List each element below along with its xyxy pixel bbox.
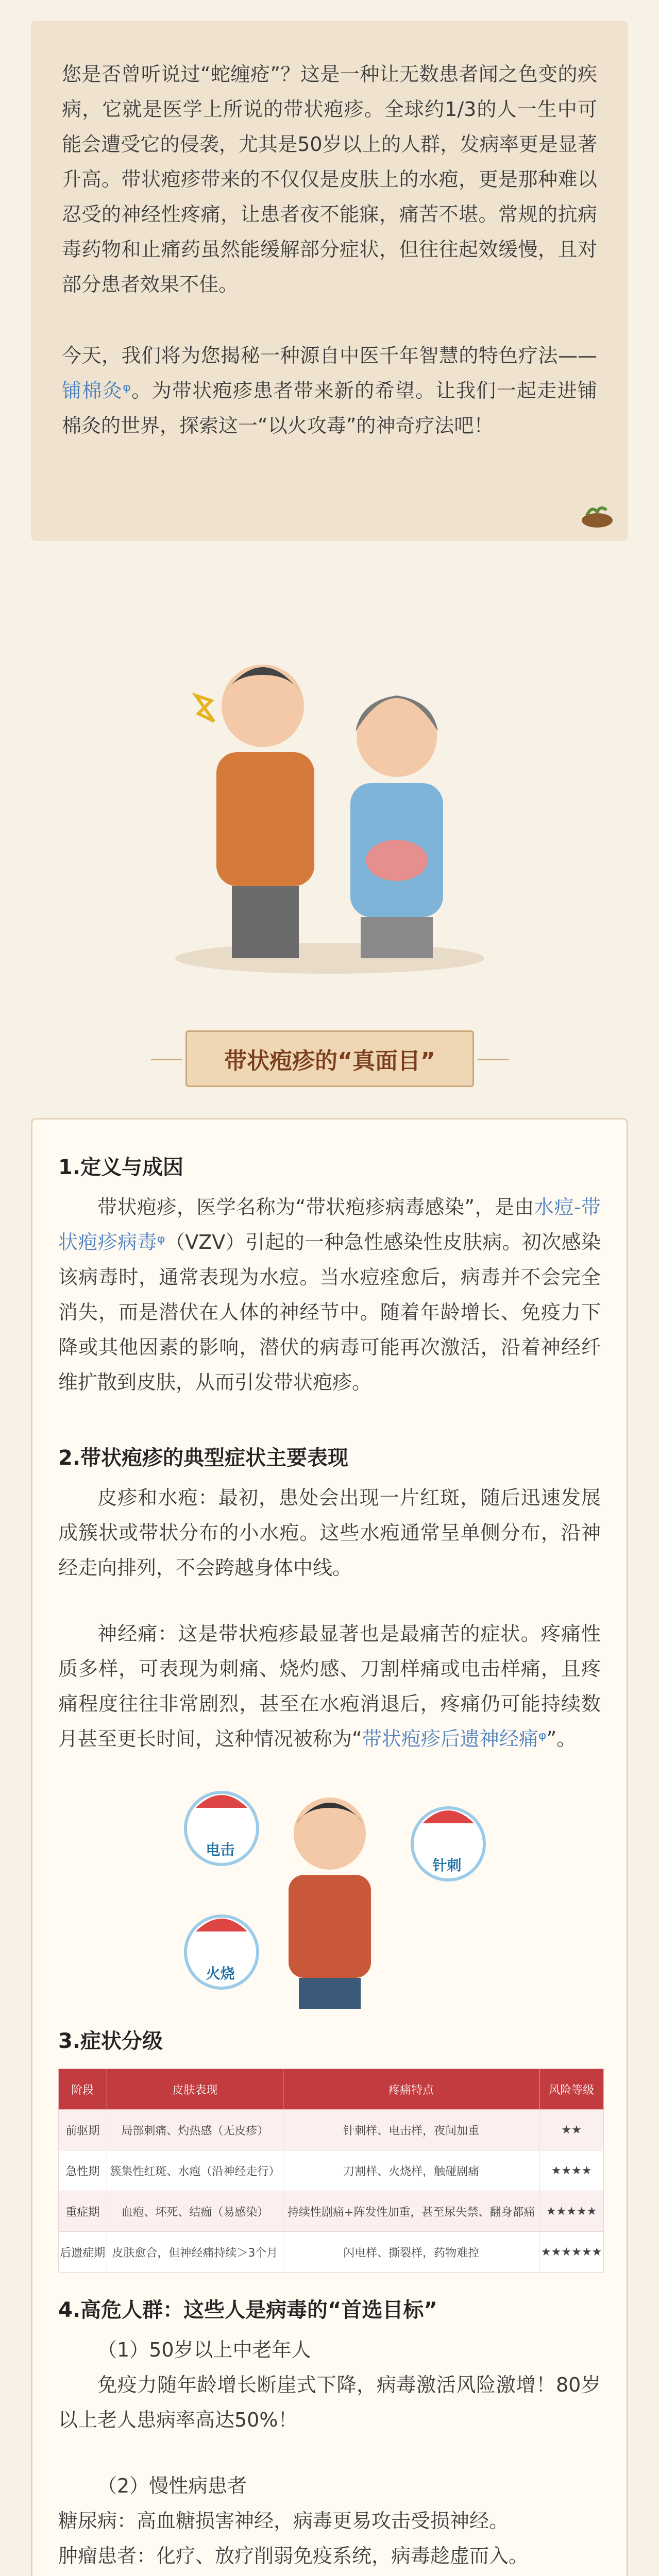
heading-symptoms: 2.带状疱疹的典型症状主要表现 xyxy=(58,1446,349,1470)
table-cell: 后遗症期 xyxy=(59,2232,107,2273)
table-header: 阶段 xyxy=(59,2069,107,2110)
definition-paragraph xyxy=(58,1190,601,1400)
section-title-wrap xyxy=(0,1020,659,1103)
pain-illustration xyxy=(134,1767,526,2014)
link-vzv[interactable]: 水痘-带状疱疹病毒 xyxy=(58,1196,601,1253)
table-cell: ★★ xyxy=(539,2110,604,2150)
table-header: 风险等级 xyxy=(539,2069,604,2110)
grading-table xyxy=(58,2069,604,2273)
intro-box xyxy=(31,21,628,541)
group2-text-1: 糖尿病：高血糖损害神经，病毒更易攻击受损神经。 xyxy=(58,2510,509,2532)
symptom-rash-paragraph: 皮疹和水疱：最初，患处会出现一片红斑，随后迅速发展成簇状或带状分布的小水疱。这些水疱通常呈单侧分布，沿神经走向排列，不会跨越身体中线。 xyxy=(58,1486,601,1579)
table-cell: 重症期 xyxy=(59,2191,107,2232)
table-cell: 前驱期 xyxy=(59,2110,107,2150)
group2-text-2: 肿瘤患者：化疗、放疗削弱免疫系统，病毒趁虚而入。 xyxy=(58,2545,529,2567)
badge-needle: 针刺 xyxy=(432,1857,462,1874)
table-row xyxy=(59,2191,604,2232)
table-cell: ★★★★ xyxy=(539,2150,604,2191)
group2-title: （2）慢性病患者 xyxy=(97,2475,247,2497)
table-cell: 持续性剧痛+阵发性加重，甚至尿失禁、翻身都痛 xyxy=(283,2191,539,2232)
table-cell: 血疱、坏死、结痂（易感染） xyxy=(107,2191,283,2232)
table-cell: 局部刺痛、灼热感（无皮疹） xyxy=(107,2110,283,2150)
heading-risk-groups: 4.高危人群：这些人是病毒的“首选目标” xyxy=(58,2298,437,2322)
definition-text: 带状疱疹，医学名称为“带状疱疹病毒感染”，是由 xyxy=(97,1196,534,1218)
link-pumianjiu[interactable]: 铺棉灸 xyxy=(62,379,123,402)
badge-electric: 电击 xyxy=(206,1841,235,1858)
group1-text: 免疫力随年龄增长断崖式下降，病毒激活风险激增！80岁以上老人患病率高达50%！ xyxy=(58,2374,601,2431)
definition-text-end: （VZV）引起的一种急性感染性皮肤病。初次感染该病毒时，通常表现为水痘。当水痘痊愈后，病毒并不会完全消失，而是潜伏在人体的神经节中。随着年龄增长、免疫力下降或其他因素的影响，潜伏的病毒可能再次激活，沿着神经纤维扩散到皮肤，从而引发带状疱疹。 xyxy=(58,1231,601,1394)
intro-paragraph-2 xyxy=(62,338,597,443)
section-title xyxy=(185,1030,474,1087)
table-cell: ★★★★★★ xyxy=(539,2232,604,2273)
symptom-pain-paragraph xyxy=(58,1616,601,1756)
table-header-row xyxy=(59,2069,604,2110)
group1-title: （1）50岁以上中老年人 xyxy=(97,2338,311,2361)
search-icon: ᵠ xyxy=(157,1231,165,1253)
herb-bowl-icon xyxy=(577,500,618,531)
table-row xyxy=(59,2150,604,2191)
intro-text: 今天，我们将为您揭秘一种源自中医千年智慧的特色疗法—— xyxy=(62,344,597,367)
badge-fire: 火烧 xyxy=(206,1965,235,1982)
table-row xyxy=(59,2110,604,2150)
table-cell: 急性期 xyxy=(59,2150,107,2191)
table-header: 皮肤表现 xyxy=(107,2069,283,2110)
table-cell: 刀割样、火烧样，触碰剧痛 xyxy=(283,2150,539,2191)
pain-text-end: ”。 xyxy=(546,1727,577,1750)
table-cell: 皮肤愈合，但神经痛持续＞3个月 xyxy=(107,2232,283,2273)
couple-illustration xyxy=(155,618,505,979)
pain-text: 神经痛：这是带状疱疹最显著也是最痛苦的症状。疼痛性质多样，可表现为刺痛、烧灼感、刀割样痛或电击样痛，且疼痛程度往往非常剧烈，甚至在水疱消退后，疼痛仍可能持续数月甚至更长时间，这种情况被称为“ xyxy=(58,1622,601,1750)
table-cell: 针刺样、电击样，夜间加重 xyxy=(283,2110,539,2150)
intro-text-end: 。为带状疱疹患者带来新的希望。让我们一起走进铺棉灸的世界，探索这一“以火攻毒”的神奇疗法吧！ xyxy=(62,379,597,437)
table-row xyxy=(59,2232,604,2273)
table-cell: 簇集性红斑、水疱（沿神经走行） xyxy=(107,2150,283,2191)
table-header: 疼痛特点 xyxy=(283,2069,539,2110)
table-cell: ★★★★★ xyxy=(539,2191,604,2232)
search-icon: ᵠ xyxy=(123,379,131,402)
heading-grading: 3.症状分级 xyxy=(58,2029,163,2053)
link-phn[interactable]: 带状疱疹后遗神经痛 xyxy=(362,1727,538,1750)
heading-definition: 1.定义与成因 xyxy=(58,1156,184,1179)
intro-paragraph-1: 您是否曾听说过“蛇缠疮”？这是一种让无数患者闻之色变的疾病，它就是医学上所说的带状疱疹。全球约1/3的人一生中可能会遭受它的侵袭，尤其是50岁以上的人群，发病率更是显著升高。带状疱疹带来的不仅仅是皮肤上的水疱，更是那种难以忍受的神经性疼痛，让患者夜不能寐，痛苦不堪。常规的抗病毒药物和止痛药虽然能缓解部分症状，但往往起效缓慢，且对部分患者效果不佳。 xyxy=(62,63,597,296)
table-cell: 闪电样、撕裂样，药物难控 xyxy=(283,2232,539,2273)
content-card xyxy=(31,1118,628,2576)
section-title-text: 带状疱疹的“真面目” xyxy=(224,1048,435,1074)
pain-figure xyxy=(134,1767,526,2014)
search-icon: ᵠ xyxy=(538,1727,547,1750)
